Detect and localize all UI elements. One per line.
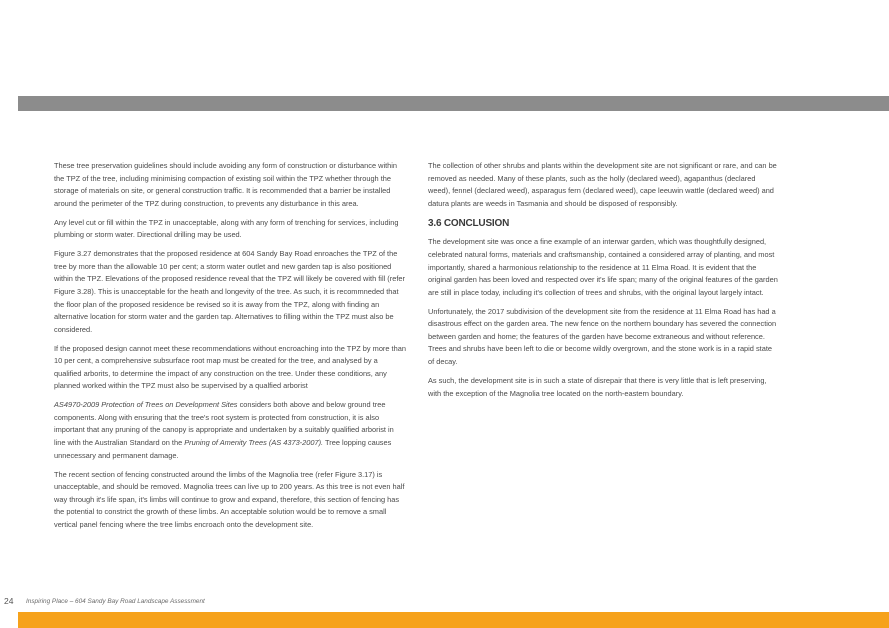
right-column [428,160,778,406]
standard-title: AS4970-2009 Protection of Trees on Development Sites [54,400,238,410]
paragraph: These tree preservation guidelines should include avoiding any form of construction or disturbance within the TPZ of the tree, including minimising compaction of existing soil within the TPZ whether through the storage of materials on site, or general construction traffic. It is recommended that a barrier be installed around the perimeter of the TPZ during construction, to prevents any disturbance in this area. [54,161,398,208]
paragraph: Figure 3.27 demonstrates that the proposed residence at 604 Sandy Bay Road enroaches the TPZ of the tree by more than the allowable 10 per cent; a storm water outlet and new garden tap is also positioned within the TPZ. Elevations of the proposed residence reveal that the TPZ will likely be covered with fill (refer Figure 3.28). This is unacceptable for the heath and longevity of the tree. As such, it is recommneded that the floor plan of the proposed residence be revised so it is away from the TPZ, along with finding an alternative location for storm water and the garden tap. Alternatives to filling within the TPZ must also be considered. [54,249,405,334]
page-number: 24 [4,596,14,606]
section-heading: 3.6 CONCLUSION [428,218,510,230]
paragraph: The development site was once a fine example of an interwar garden, which was thoughtfully designed, celebrated natural forms, materials and craftsmanship, contained a considered array of planting, and most importantly, shared a harmonious relationship to the residence at 11 Elma Road. It is evident that the original garden has been loved and respected over it's life span; many of the original features of the garden are still in place today, including it's collection of trees and shrubs, with the original layout largely intact. [428,237,778,297]
header-bar [18,96,889,111]
left-column [54,160,406,538]
footer-document-title: Inspiring Place – 604 Sandy Bay Road Landscape Assessment [26,598,205,605]
paragraph: If the proposed design cannot meet these recommendations without encroaching into the TPZ by more than 10 per cent, a comprehensive subsurface root map must be created for the tree, and analysed by a qualified arborits, to determine the impact of any construction on the tree. Under these conditions, any planned worked within the TPZ must also be supervised by a qualfied arborist [54,343,406,391]
paragraph-text: Tree lopping causes unnecessary and permanent damage. [54,438,392,460]
standard-title: Pruning of Amenity Trees (AS 4373-2007). [184,438,324,448]
footer-bar [18,612,889,628]
paragraph-text: considers both above and below ground tree components. Along with ensuring that the tree's root system is protected from construction, it is also important that any pruning of the canopy is appropriate and undertaken by a suitably qualified arborist in line with the Australian Standard on the [54,400,394,448]
paragraph: As such, the development site is in such a state of disrepair that there is very little that is left preserving, with the exception of the Magnolia tree located on the north-eastern boundary. [428,375,767,398]
paragraph: The recent section of fencing constructed around the limbs of the Magnolia tree (refer Figure 3.17) is unacceptable, and should be removed. Magnolia trees can live up to 200 years. As this tree is not even half way through it's life span, it's limbs will continue to grow and expand, therefore, this section of fencing has the potential to constrict the growth of these limbs. An acceptable solution would be to remove a small vertical panel fencing where the tree limbs encroach onto the development site. [54,469,405,529]
paragraph: Any level cut or fill within the TPZ in unacceptable, along with any form of trenching for services, including plumbing or storm water. Directional drilling may be used. [54,217,399,240]
paragraph: Unfortunately, the 2017 subdivision of the development site from the residence at 11 Elma Road has had a disastrous effect on the garden area. The new fence on the northern boundary has severed the connection between garden and home; the features of the garden have become extraneous and without reference. Trees and shrubs have been left to die or become wildly overgrown, and the stone work is in a rapid state of decay. [428,306,777,367]
paragraph [54,399,406,462]
paragraph: The collection of other shrubs and plants within the development site are not significant or rare, and can be removed as needed. Many of these plants, such as the holly (declared weed), agapanthus (declared weed), fennel (declared weed), asparagus fern (declared weed), cape leeuwin wattle (declared weed) and datura plants are weeds in Tasmania and should be disposed of responsibly. [428,161,777,208]
